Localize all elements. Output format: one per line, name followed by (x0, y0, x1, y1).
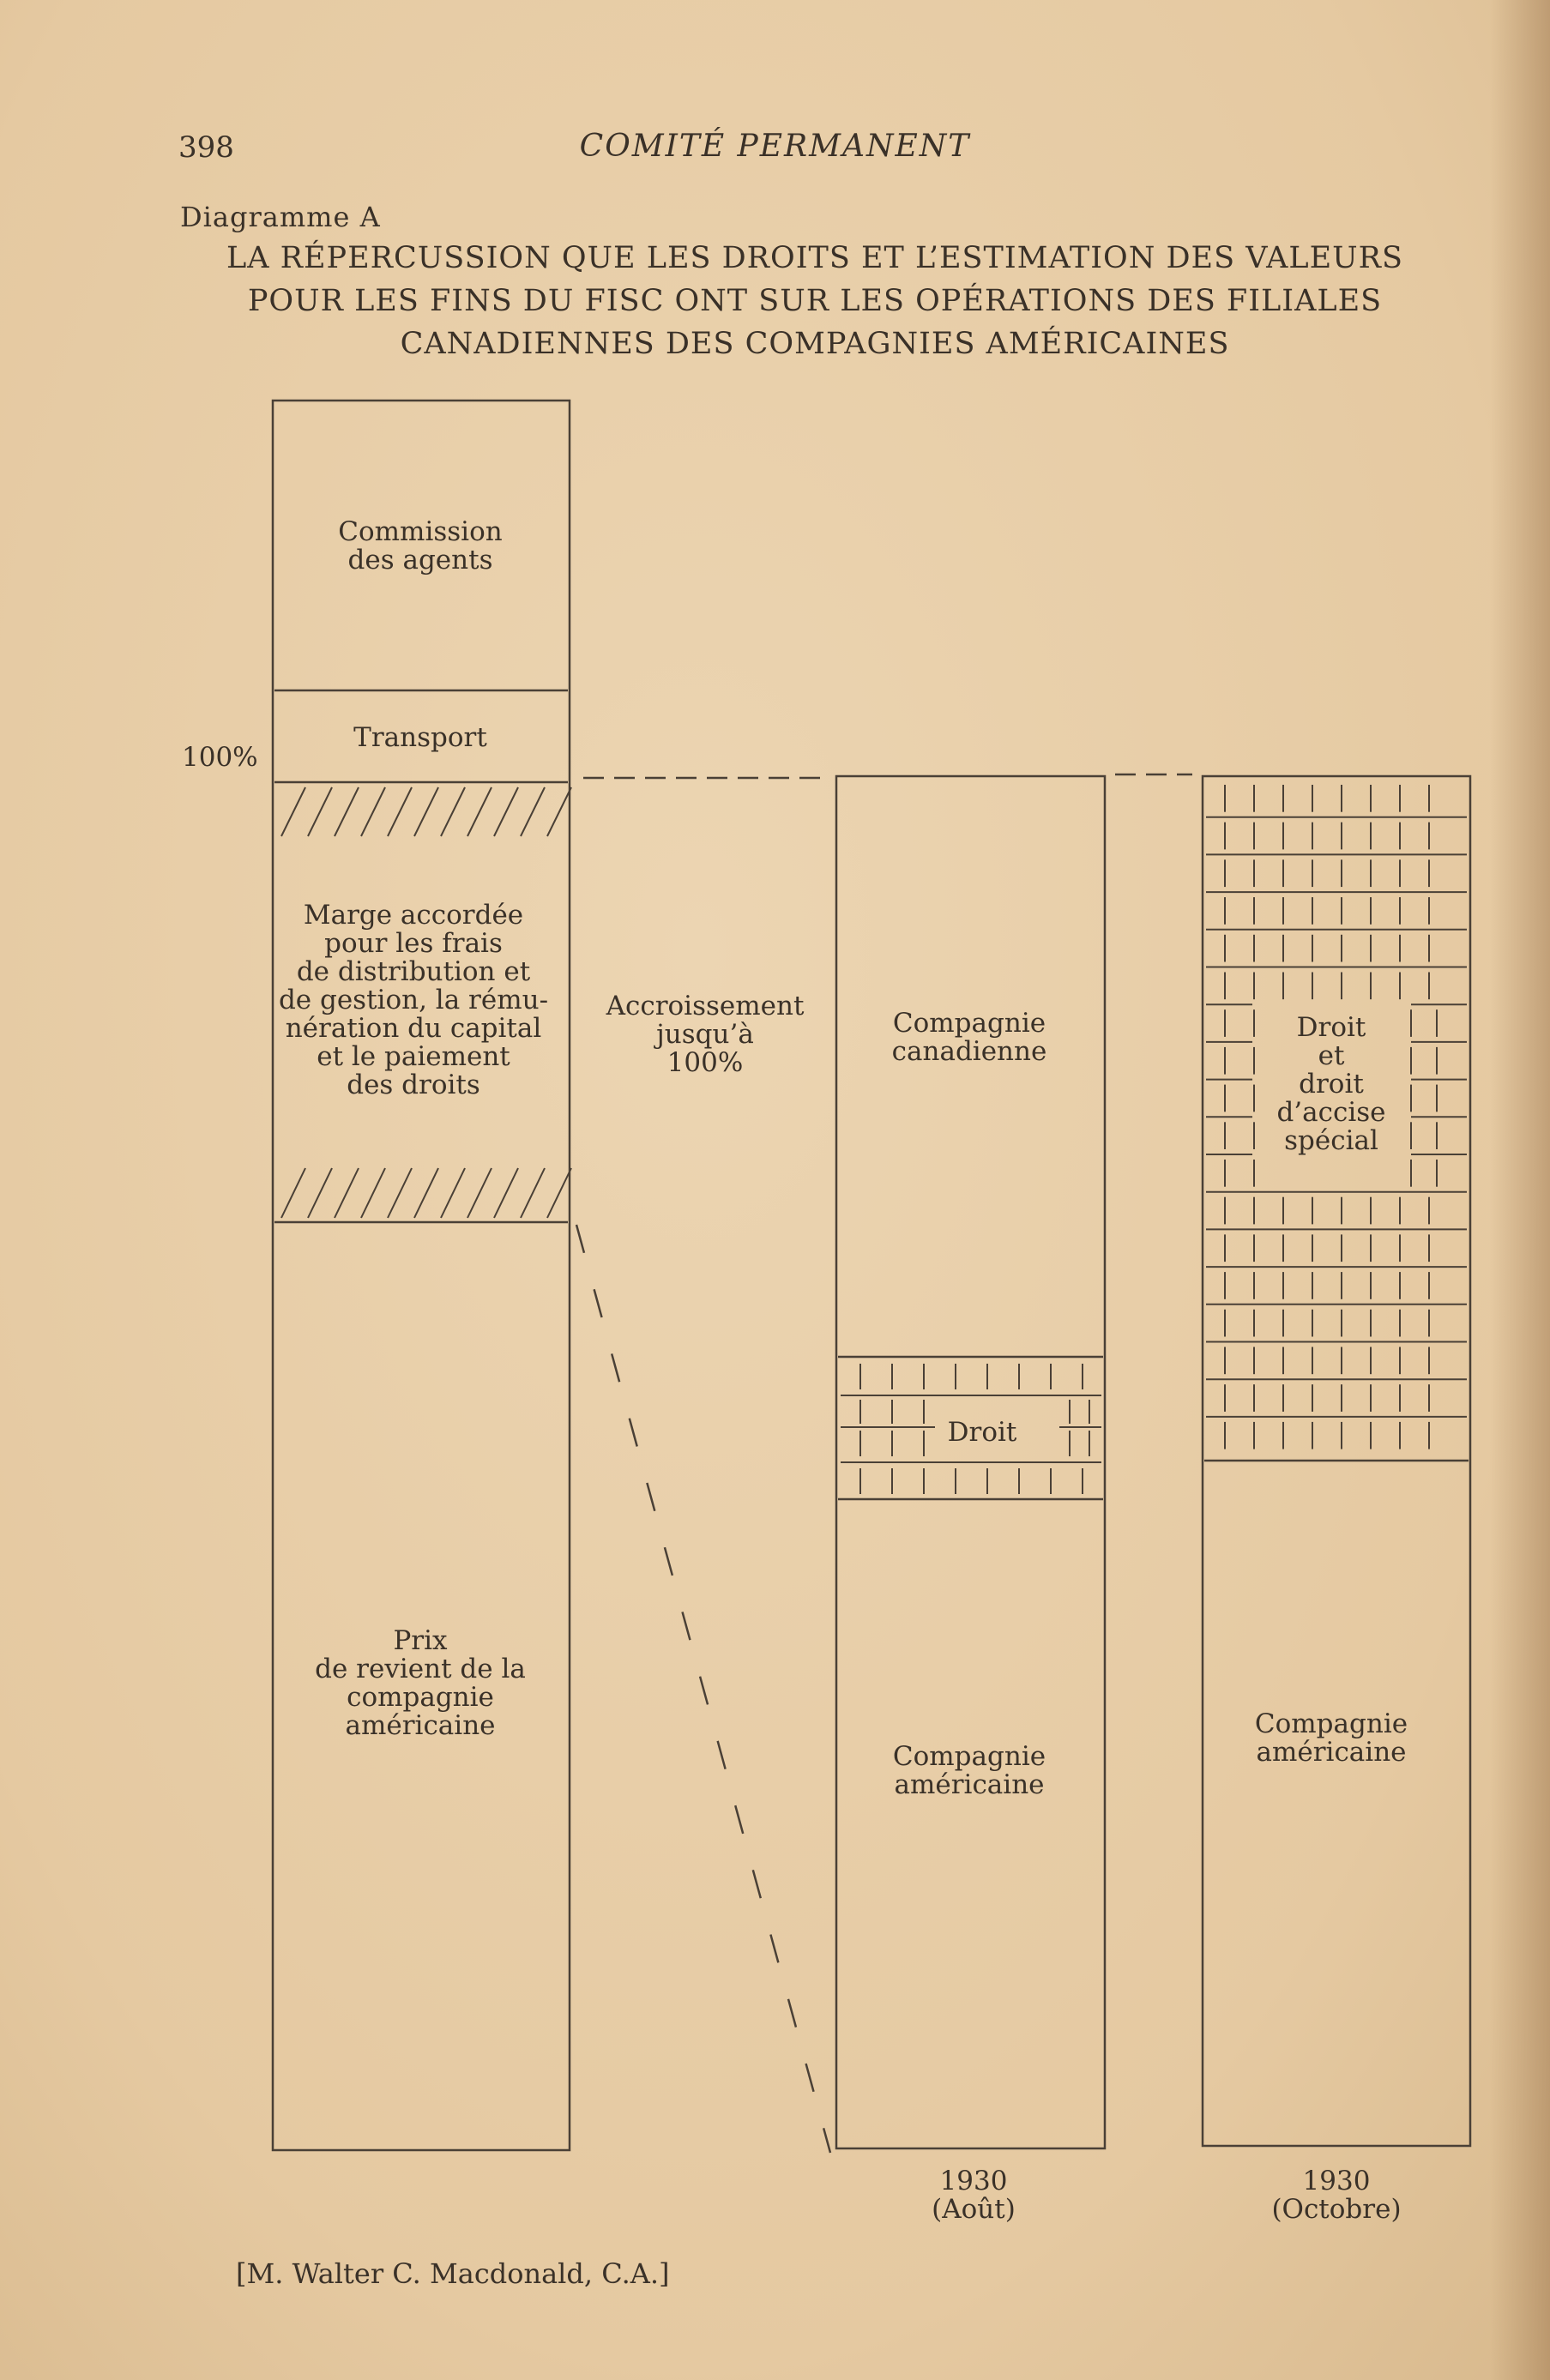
american-company-label: Compagnie (892, 1741, 1046, 1772)
increase-label: 100% (666, 1047, 744, 1078)
hatch-stroke (335, 1168, 359, 1218)
diagram-title-line: CANADIENNES DES COMPAGNIES AMÉRICAINES (400, 327, 1230, 361)
american-company-label-3: Compagnie (1254, 1708, 1408, 1739)
cost-label: compagnie (347, 1682, 494, 1713)
diagram-label: Diagramme A (180, 201, 381, 233)
hatch-stroke (388, 787, 412, 836)
duty-excise-label: droit (1299, 1069, 1364, 1100)
diagram-title-line: LA RÉPERCUSSION QUE LES DROITS ET L’ESTIMATION DES VALEURS (226, 241, 1404, 275)
margin-label: de gestion, la rému- (278, 985, 549, 1015)
hatch-stroke (494, 1168, 518, 1218)
hatch-stroke (388, 1168, 412, 1218)
duty-excise-label: spécial (1284, 1125, 1378, 1156)
hatch-stroke (281, 1168, 305, 1218)
margin-label: de distribution et (296, 956, 531, 987)
cost-label: américaine (345, 1710, 496, 1741)
hatch-stroke (547, 1168, 571, 1218)
cost-label: Prix (393, 1625, 448, 1656)
duty-label: Droit (947, 1417, 1017, 1448)
column-2-caption: 1930 (939, 2166, 1008, 2196)
column-3-caption: (Octobre) (1271, 2194, 1402, 2225)
duty-excise-label: d’accise (1276, 1097, 1386, 1128)
margin-label: Marge accordée (303, 900, 524, 931)
duty-excise-label: Droit (1296, 1012, 1366, 1043)
canadian-company-label: Compagnie (892, 1008, 1046, 1039)
hatch-stroke (547, 787, 571, 836)
margin-label: nération du capital (285, 1013, 542, 1044)
diagram-title-line: POUR LES FINS DU FISC ONT SUR LES OPÉRATIONS DES FILIALES (247, 284, 1383, 318)
margin-label: et le paiement (317, 1041, 510, 1072)
canadian-company-label: canadienne (891, 1036, 1047, 1067)
american-company-label: américaine (894, 1769, 1045, 1800)
hatch-stroke (467, 1168, 492, 1218)
increase-label: Accroissement (606, 991, 805, 1021)
hatch-stroke (281, 787, 305, 836)
commission-label: des agents (347, 545, 493, 575)
hatch-stroke (521, 787, 545, 836)
hatch-stroke (361, 787, 385, 836)
cost-label: de revient de la (315, 1654, 526, 1684)
attribution: [M. Walter C. Macdonald, C.A.] (236, 2257, 670, 2290)
hatch-stroke (308, 787, 332, 836)
increase-label: jusqu’à (656, 1019, 754, 1050)
commission-label: Commission (338, 516, 503, 547)
page-number: 398 (178, 130, 234, 165)
hatch-stroke (414, 1168, 438, 1218)
margin-label: des droits (347, 1069, 480, 1100)
column-3-caption: 1930 (1302, 2166, 1371, 2196)
hatch-stroke (335, 787, 359, 836)
margin-label: pour les frais (324, 928, 503, 959)
hatch-stroke (361, 1168, 385, 1218)
column-1-box (273, 401, 570, 2150)
hatch-stroke (467, 787, 492, 836)
hatch-stroke (521, 1168, 545, 1218)
running-title: COMITÉ PERMANENT (579, 129, 971, 164)
percent-label: 100% (182, 742, 258, 773)
column-2-caption: (Août) (932, 2194, 1016, 2225)
increase-dashed-line (576, 1225, 830, 2153)
hatch-stroke (494, 787, 518, 836)
american-company-label-3: américaine (1256, 1737, 1407, 1768)
hatch-stroke (441, 1168, 465, 1218)
transport-label: Transport (353, 722, 487, 753)
duty-excise-label: et (1318, 1040, 1345, 1071)
hatch-stroke (441, 787, 465, 836)
hatch-stroke (308, 1168, 332, 1218)
hatch-stroke (414, 787, 438, 836)
